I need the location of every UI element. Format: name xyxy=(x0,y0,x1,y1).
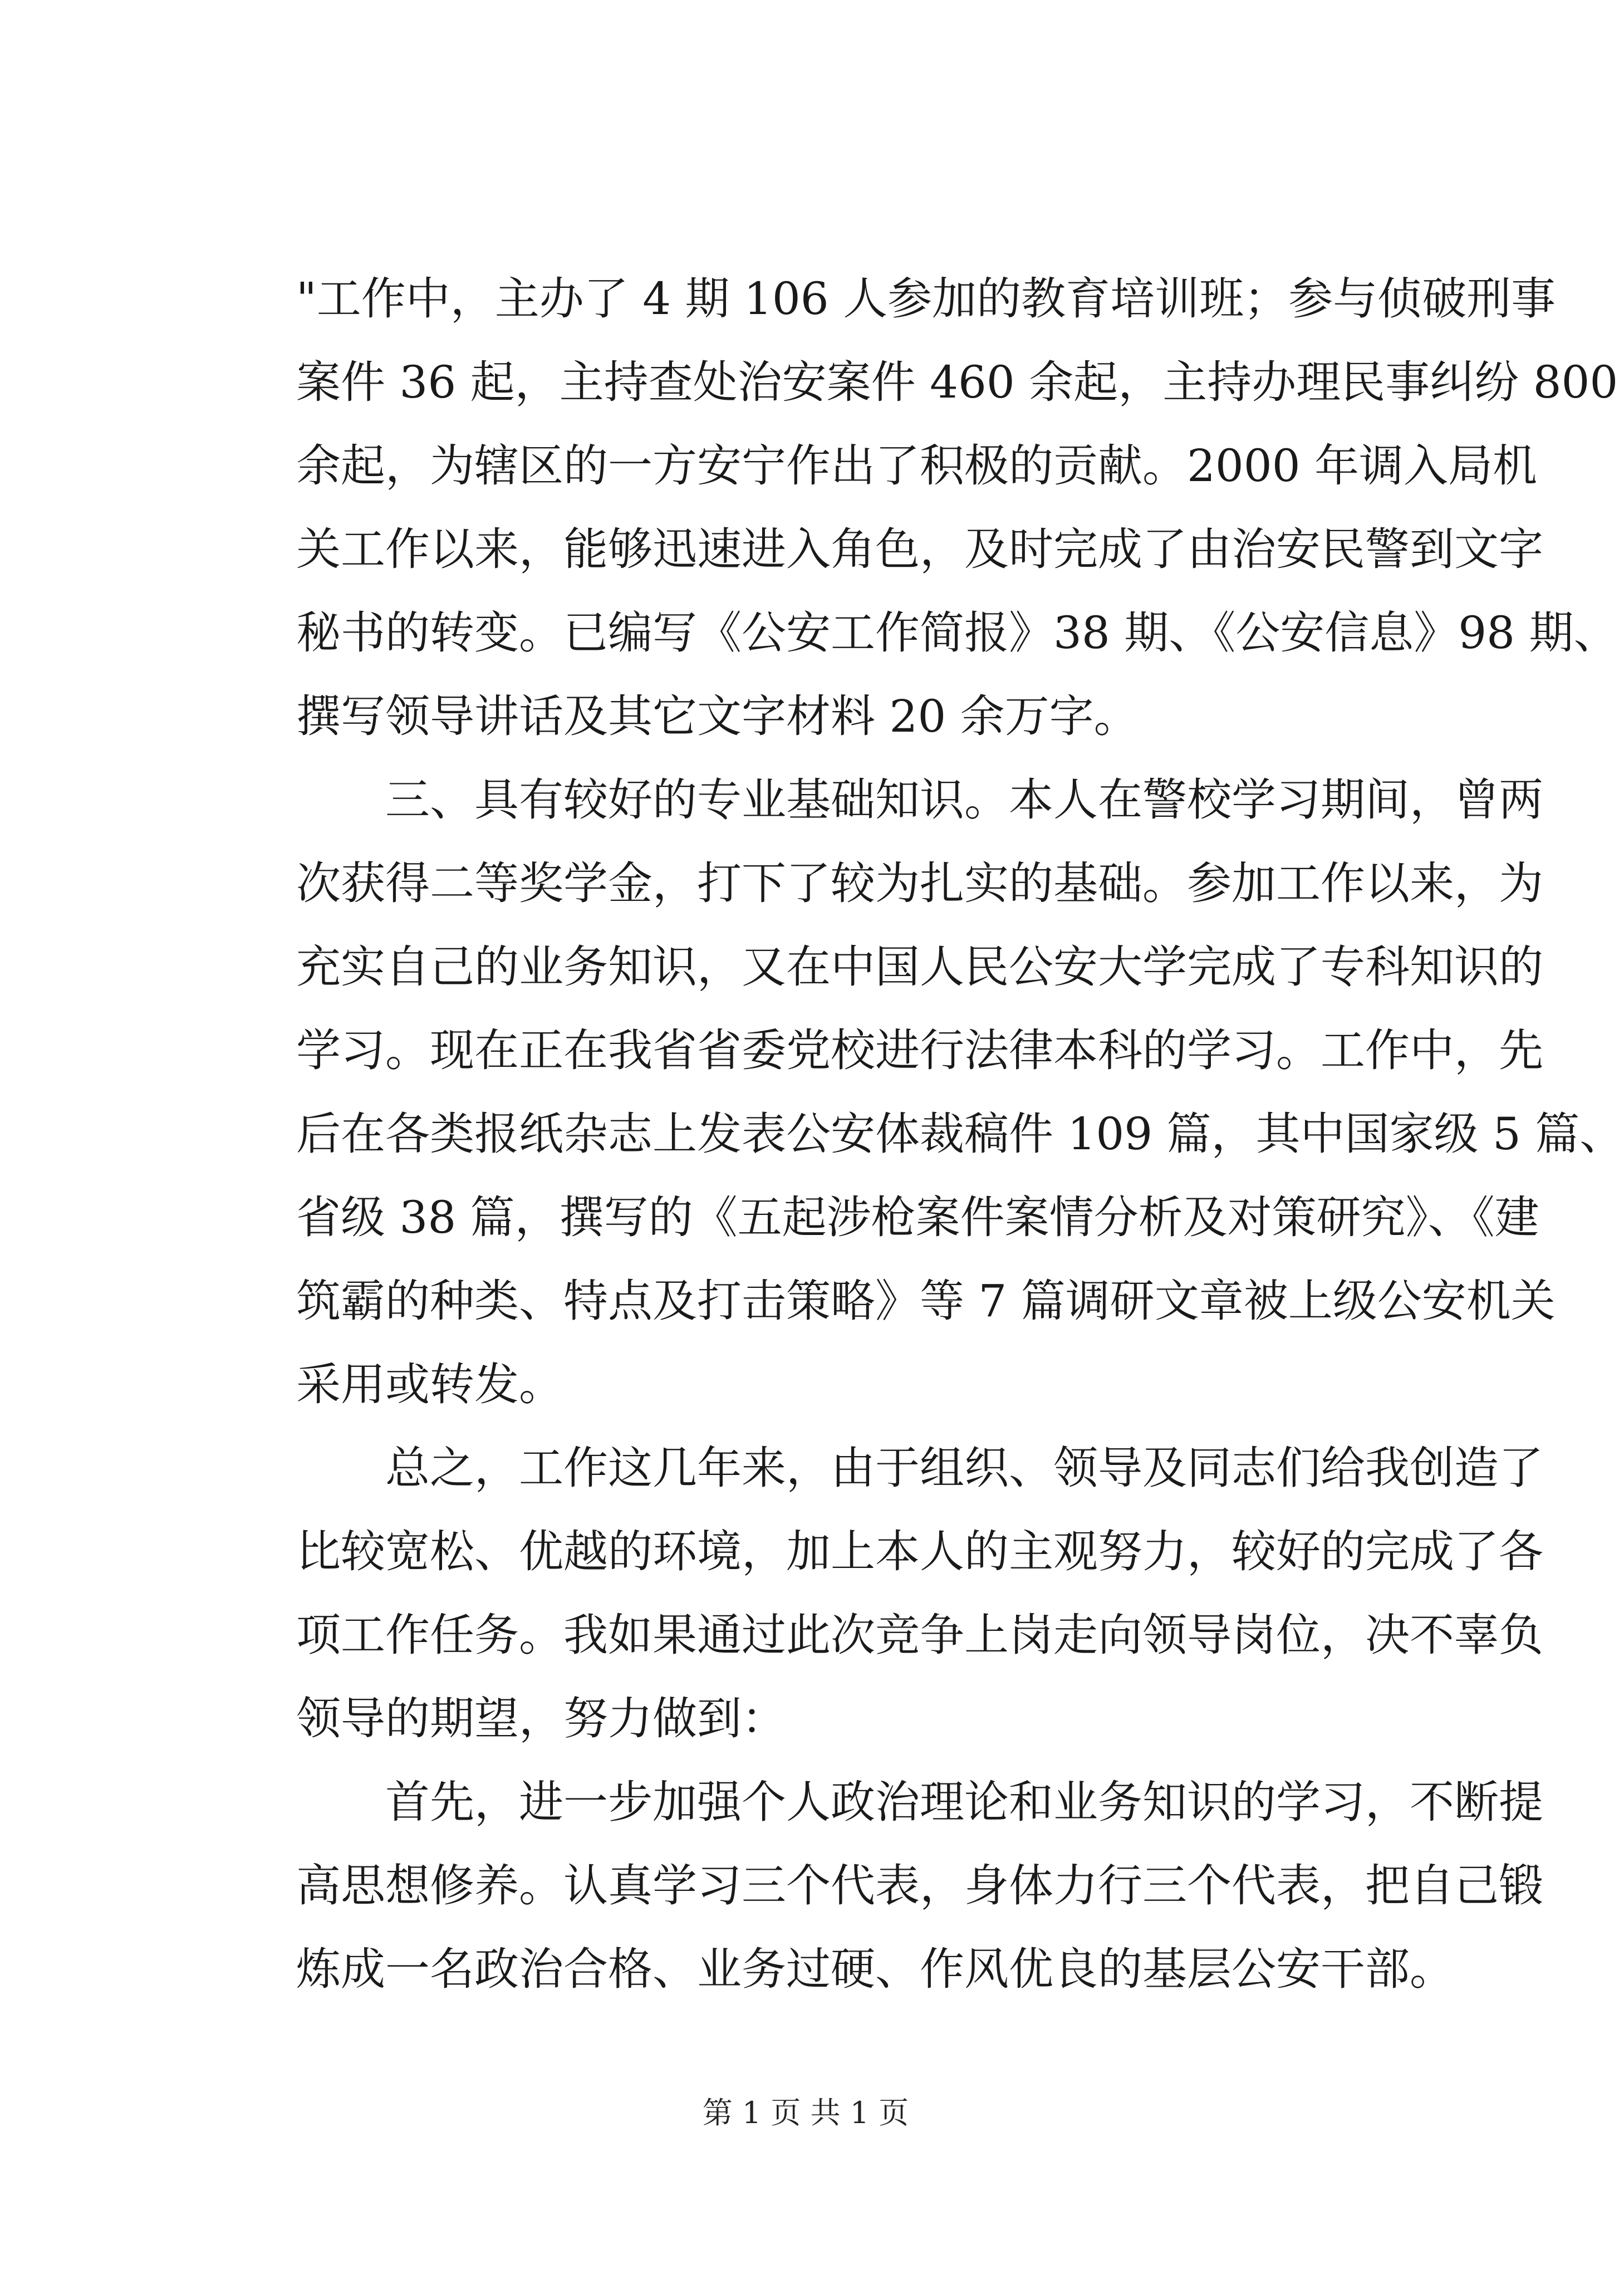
text-line: 撰写领导讲话及其它文字材料 20 余万字。 xyxy=(296,690,1139,742)
text-line: 炼成一名政治合格、业务过硬、作风优良的基层公安干部。 xyxy=(296,1943,1454,1995)
text-line: 关工作以来，能够迅速进入角色，及时完成了由治安民警到文字 xyxy=(296,523,1543,575)
text-line: "工作中，主办了 4 期 106 人参加的教育培训班；参与侦破刑事 xyxy=(296,273,1556,325)
page-number-footer: 第 1 页 共 1 页 xyxy=(702,2095,909,2130)
text-line: 比较宽松、优越的环境，加上本人的主观努力，较好的完成了各 xyxy=(296,1526,1543,1577)
paragraph-professional-knowledge xyxy=(296,758,1624,1427)
text-line: 后在各类报纸杂志上发表公安体裁稿件 109 篇，其中国家级 5 篇、 xyxy=(296,1108,1624,1160)
paragraph-first-commitment xyxy=(296,1761,1543,2011)
text-line: 省级 38 篇，撰写的《五起涉枪案件案情分析及对策研究》、《建 xyxy=(296,1192,1539,1243)
text-line: 总之，工作这几年来，由于组织、领导及同志们给我创造了 xyxy=(385,1442,1543,1494)
text-line: 学习。现在正在我省省委党校进行法律本科的学习。工作中，先 xyxy=(296,1025,1543,1076)
text-line: 充实自己的业务知识，又在中国人民公安大学完成了专科知识的 xyxy=(296,941,1543,993)
text-line: 三、具有较好的专业基础知识。本人在警校学习期间，曾两 xyxy=(385,774,1543,826)
text-line: 采用或转发。 xyxy=(296,1359,563,1410)
text-line: 首先，进一步加强个人政治理论和业务知识的学习，不断提 xyxy=(385,1776,1543,1828)
text-line: 余起，为辖区的一方安宁作出了积极的贡献。2000 年调入局机 xyxy=(296,440,1538,492)
paragraph-summary xyxy=(296,1427,1543,1761)
text-line: 秘书的转变。已编写《公安工作简报》38 期、《公安信息》98 期、 xyxy=(296,607,1618,659)
text-line: 筑霸的种类、特点及打击策略》等 7 篇调研文章被上级公安机关 xyxy=(296,1275,1556,1327)
text-line: 项工作任务。我如果通过此次竞争上岗走向领导岗位，决不辜负 xyxy=(296,1609,1543,1661)
text-line: 案件 36 起，主持查处治安案件 460 余起，主持办理民事纠纷 800 xyxy=(296,356,1618,408)
text-line: 次获得二等奖学金，打下了较为扎实的基础。参加工作以来，为 xyxy=(296,857,1543,909)
text-line: 高思想修养。认真学习三个代表，身体力行三个代表，把自己锻 xyxy=(296,1860,1543,1912)
paragraph-work-record xyxy=(296,257,1618,758)
document-body xyxy=(296,257,1624,2011)
text-line: 领导的期望，努力做到： xyxy=(296,1693,786,1744)
